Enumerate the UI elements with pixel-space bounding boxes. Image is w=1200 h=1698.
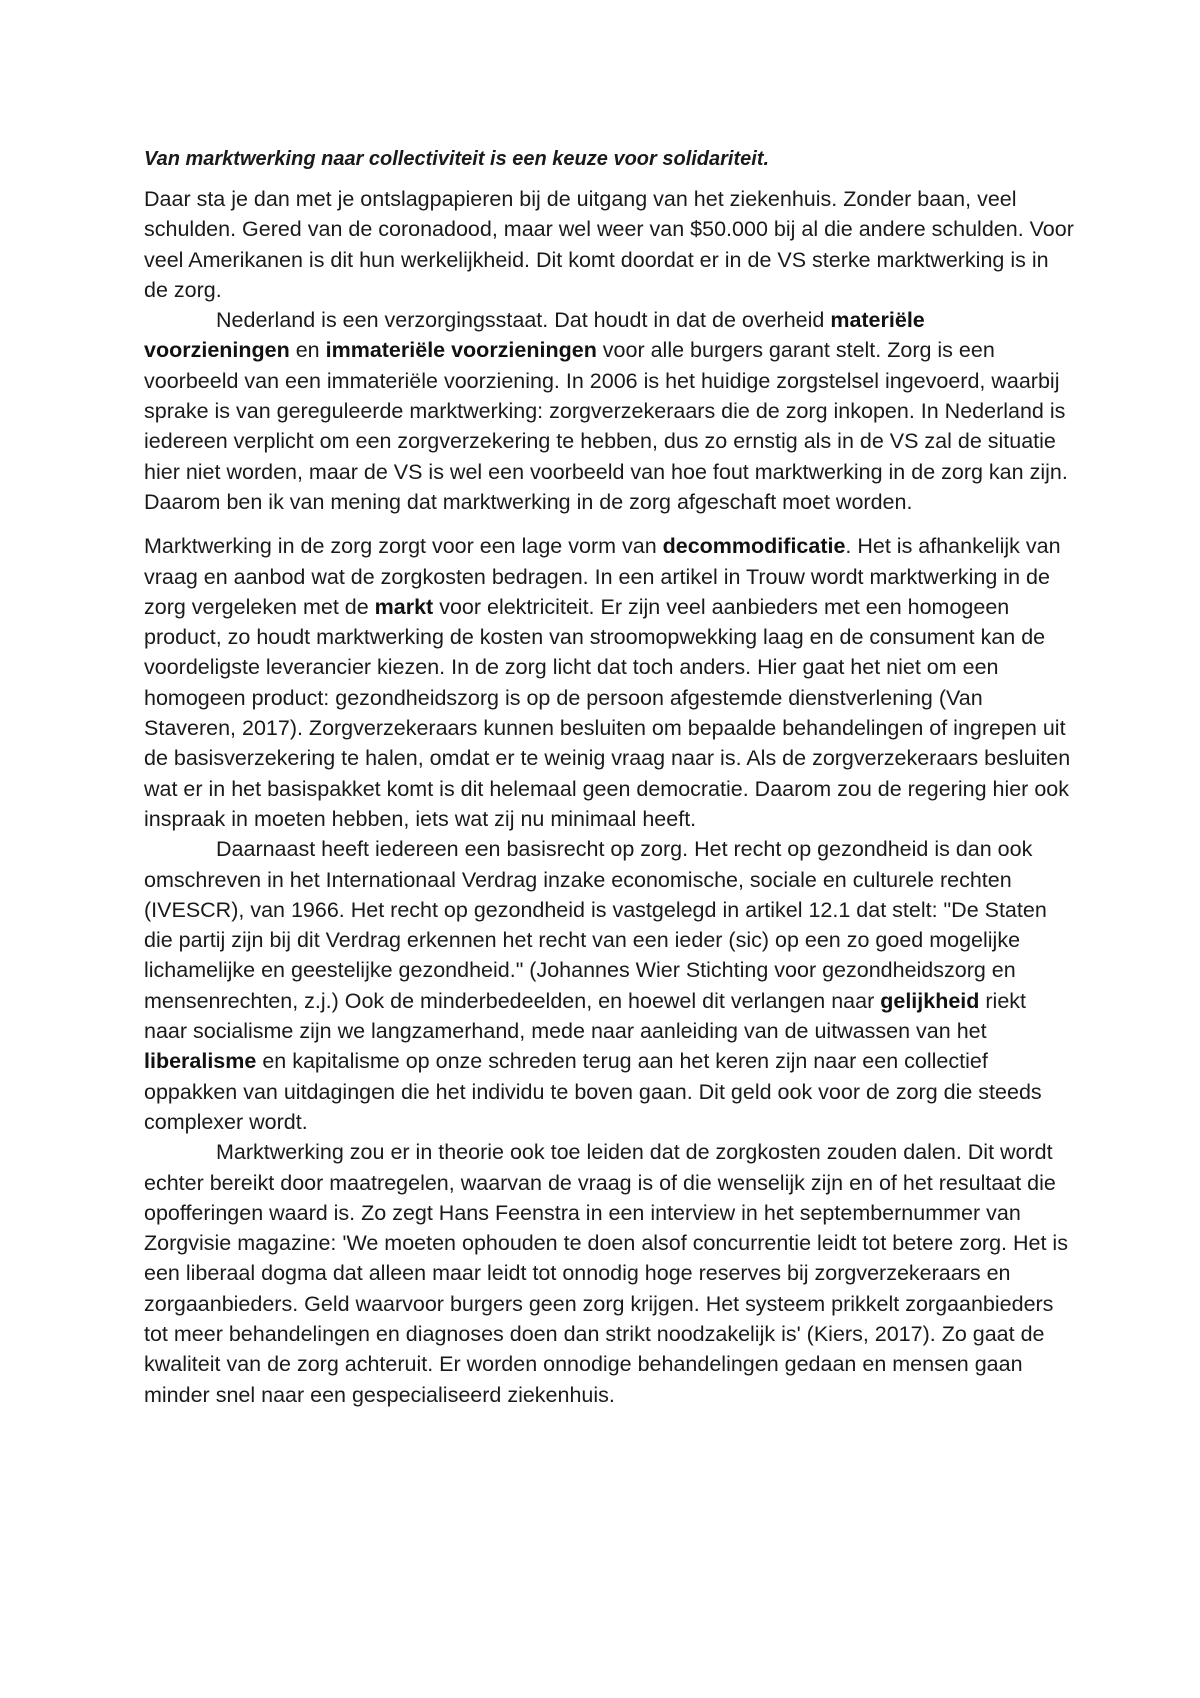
paragraph-intro: Daar sta je dan met je ontslagpapieren bij de uitgang van het ziekenhuis. Zonder baan, veel schulden. Gered van de coronadood, maar wel weer van $50.000 bij al die andere schulden. Voor veel Amerikanen is dit hun werkelijkheid. Dit komt doordat er in de VS sterke marktwerking is in de zorg. — [144, 187, 1074, 302]
paragraph-decommodificatie — [144, 531, 1074, 834]
paragraph-basisrecht — [144, 834, 1074, 1137]
paragraph-text: Daarnaast heeft iedereen een basisrecht op zorg. Het recht op gezondheid is dan ook omschreven in het Internationaal Verdrag inzake economische, sociale en culturele rechten (IVESCR), van 1966. Het recht op gezondheid is vastgelegd in artikel 12.1 dat stelt: "De Staten die partij zijn bij dit Verdrag erkennen het recht van een ieder (sic) op een zo goed mogelijke lichamelijke en geestelijke gezondheid." (Johannes Wier Stichting voor gezondheidszorg en mensenrechten, z.j.) Ook de minderbedeelden, en hoewel dit verlangen naar — [144, 837, 1047, 1013]
bold-term-gelijkheid: gelijkheid — [880, 988, 980, 1013]
paragraph-text: voor elektriciteit. Er zijn veel aanbieders met een homogeen product, zo houdt marktwerking de kosten van stroomopwekking laag en de consument kan de voordeligste leverancier kiezen. In de zorg licht dat toch anders. Hier gaat het niet om een homogeen product: gezondheidszorg is op de persoon afgestemde dienstverlening (Van Staveren, 2017). Zorgverzekeraars kunnen besluiten om bepaalde behandelingen of ingrepen uit de basisverzekering te halen, omdat er te weinig vraag naar is. Als de zorgverzekeraars besluiten wat er in het basispakket komt is dit helemaal geen democratie. Daarom zou de regering hier ook inspraak in moeten hebben, iets wat zij nu minimaal heeft. — [144, 594, 1071, 831]
paragraph-text: en kapitalisme op onze schreden terug aan het keren zijn naar een collectief oppakken van uitdagingen die het individu te boven gaan. Dit geld ook voor de zorg die steeds complexer wordt. — [144, 1049, 1042, 1134]
paragraph-text: en — [289, 338, 326, 363]
document-page — [144, 144, 1074, 1410]
bold-term-liberalisme: liberalisme — [144, 1049, 257, 1074]
bold-term-materiele-voorzieningen: materiële voorzieningen — [144, 308, 925, 363]
paragraph-text: Nederland is een verzorgingsstaat. Dat houdt in dat de overheid — [216, 308, 831, 333]
paragraph-text: . Het is afhankelijk van vraag en aanbod wat de zorgkosten bedragen. In een artikel in Trouw wordt marktwerking in de zorg vergeleken met de — [144, 534, 1061, 619]
bold-term-markt: markt — [374, 594, 434, 619]
paragraph-text: riekt naar socialisme zijn we langzamerhand, mede naar aanleiding van de uitwassen van het — [144, 988, 1026, 1044]
paragraph-zorgkosten: Marktwerking zou er in theorie ook toe leiden dat de zorgkosten zouden dalen. Dit wordt echter bereikt door maatregelen, waarvan de vraag is of die wenselijk zijn en of het resultaat die opofferingen waard is. Zo zegt Hans Feenstra in een interview in het septembernummer van Zorgvisie magazine: 'We moeten ophouden te doen alsof concurrentie leidt tot betere zorg. Het is een liberaal dogma dat alleen maar leidt tot onnodig hoge reserves bij zorgverzekeraars en zorgaanbieders. Geld waarvoor burgers geen zorg krijgen. Het systeem prikkelt zorgaanbieders tot meer behandelingen en diagnoses doen dan strikt noodzakelijk is' (Kiers, 2017). Zo gaat de kwaliteit van de zorg achteruit. Er worden onnodige behandelingen gedaan en mensen gaan minder snel naar een gespecialiseerd ziekenhuis. — [144, 1140, 1068, 1407]
paragraph-text: voor alle burgers garant stelt. Zorg is een voorbeeld van een immateriële voorziening. In 2006 is het huidige zorgstelsel ingevoerd, waarbij sprake is van gereguleerde marktwerking: zorgverzekeraars die de zorg inkopen. In Nederland is iedereen verplicht om een zorgverzekering te hebben, dus zo ernstig als in de VS zal de situatie hier niet worden, maar de VS is wel een voorbeeld van hoe fout marktwerking in de zorg kan zijn. Daarom ben ik van mening dat marktwerking in de zorg afgeschaft moet worden. — [144, 338, 1068, 514]
document-title: Van marktwerking naar collectiviteit is een keuze voor solidariteit. — [144, 148, 770, 170]
paragraph-text: Marktwerking in de zorg zorgt voor een lage vorm van — [144, 534, 663, 559]
bold-term-decommodificatie: decommodificatie — [662, 534, 846, 559]
paragraph-verzorgingsstaat — [144, 305, 1074, 517]
bold-term-immateriele-voorzieningen: immateriële voorzieningen — [325, 338, 597, 363]
